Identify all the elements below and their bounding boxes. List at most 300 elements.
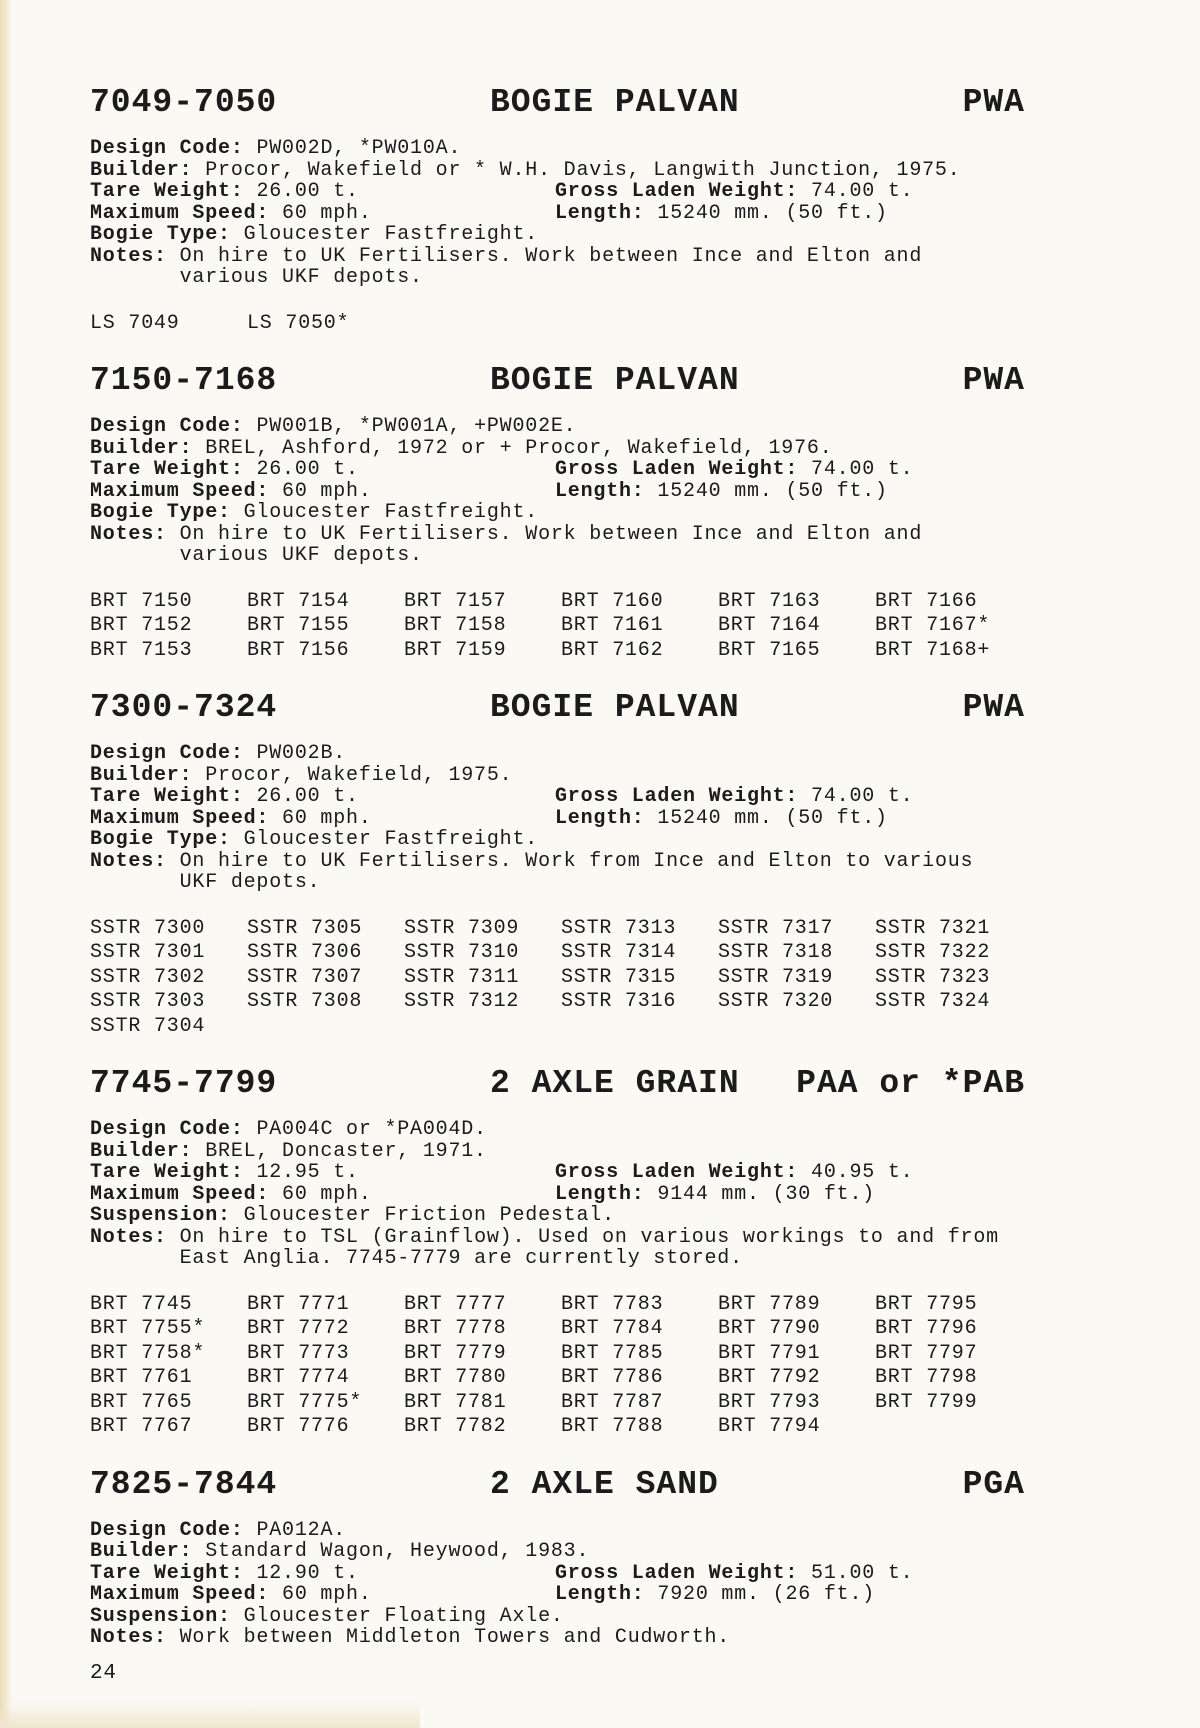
fleet-empty-cell [875,1015,1032,1040]
fleet-empty-cell [718,312,875,337]
tops-code: PWA [962,689,1025,726]
field-value [256,1162,358,1184]
field-pair [555,203,1025,225]
field-pair [90,1541,1025,1563]
field-value [282,1584,372,1606]
field-pair [90,1227,1025,1270]
detail-row [90,524,1025,567]
fleet-empty-cell [404,1015,561,1040]
fleet-number: BRT 7788 [561,1415,664,1438]
field-value-line: 15240 mm. (50 ft.) [657,201,888,225]
fleet-empty-cell [404,312,561,337]
page-number: 24 [90,1662,117,1685]
detail-row [90,416,1025,438]
field-pair [90,502,1025,524]
field-value [256,786,358,808]
field-value [657,203,887,225]
field-label: Design Code: [90,1518,257,1542]
field-value-line: On hire to UK Fertilisers. Work from Ince and Elton to various [179,849,974,873]
field-value [205,765,512,787]
detail-row [90,1606,1025,1628]
fleet-number: BRT 7772 [247,1317,350,1340]
field-value [205,438,832,460]
section-header [90,85,1025,121]
fleet-number: SSTR 7321 [875,916,991,940]
fleet-number-list [90,1293,1025,1440]
wagon-type-title: BOGIE PALVAN [490,84,740,121]
tops-code: PAA or *PAB [796,1065,1025,1102]
field-value-line: Procor, Wakefield, 1975. [205,763,513,787]
field-label: Builder: [90,1139,206,1163]
field-value [180,851,974,894]
field-pair [90,851,1025,894]
field-value-line: various UKF depots. [179,266,423,289]
field-label: Gross Laden Weight: [555,458,812,481]
field-value [180,524,923,567]
fleet-number: BRT 7153 [90,638,193,662]
field-pair [555,1584,1025,1606]
detail-row [90,502,1025,524]
field-value [811,181,913,203]
fleet-number: BRT 7796 [875,1317,978,1340]
field-value [256,459,358,481]
field-value-line: Gloucester Friction Pedestal. [243,1204,615,1227]
fleet-number: BRT 7782 [404,1415,507,1438]
fleet-number: BRT 7758* [90,1341,206,1365]
field-label: Tare Weight: [90,1561,257,1585]
detail-row [90,1205,1025,1227]
fleet-number: SSTR 7308 [247,990,363,1013]
fleet-empty-cell [718,1015,875,1040]
field-pair [90,181,555,203]
field-pair [90,1606,1025,1628]
fleet-number-list [90,917,1025,1040]
field-label: Builder: [90,436,206,460]
fleet-number: BRT 7792 [718,1366,821,1389]
field-value [205,160,960,182]
field-pair [90,786,555,808]
field-pair [555,1162,1025,1184]
field-label: Gross Laden Weight: [555,1561,812,1585]
field-value-line: 40.95 t. [811,1161,914,1184]
field-label: Bogie Type: [90,223,244,246]
field-value [256,416,576,438]
detail-row [90,181,1025,203]
field-pair [90,1627,1025,1649]
field-pair [90,246,1025,289]
fleet-number: SSTR 7305 [247,916,363,940]
section-header [90,690,1025,726]
field-label: Notes: [90,849,180,873]
field-pair [90,459,555,481]
field-value-line: 74.00 t. [811,458,914,481]
field-value [811,1162,913,1184]
fleet-number: BRT 7795 [875,1292,978,1316]
wagon-type-title: BOGIE PALVAN [490,362,740,399]
field-value [282,808,372,830]
fleet-number: SSTR 7323 [875,965,991,989]
fleet-number: BRT 7777 [404,1292,507,1316]
field-value [657,1184,875,1206]
field-value-line: 51.00 t. [811,1561,914,1585]
field-value-line: Gloucester Fastfreight. [243,501,539,524]
field-value [657,481,887,503]
fleet-number: BRT 7773 [247,1341,350,1365]
fleet-number: SSTR 7315 [561,965,677,989]
fleet-empty-cell [561,1015,718,1040]
field-label: Builder: [90,1540,206,1563]
fleet-number: SSTR 7319 [718,965,834,989]
field-label: Maximum Speed: [90,201,283,225]
fleet-number: BRT 7793 [718,1390,821,1414]
field-label: Tare Weight: [90,1161,257,1184]
field-value-line: 60 mph. [282,806,372,830]
fleet-number: BRT 7789 [718,1292,821,1316]
field-value [256,181,358,203]
field-label: Notes: [90,522,180,546]
detail-rows [90,138,1025,289]
field-value [657,1584,875,1606]
field-pair [555,1184,1025,1206]
detail-row [90,1227,1025,1270]
field-pair [90,524,1025,567]
field-value-line: 15240 mm. (50 ft.) [657,806,888,830]
field-value [811,1563,913,1585]
fleet-number: SSTR 7304 [90,1014,206,1038]
field-pair [90,1205,1025,1227]
detail-row [90,1162,1025,1184]
fleet-number: BRT 7791 [718,1341,821,1365]
field-value [244,1205,615,1227]
field-label: Suspension: [90,1604,244,1628]
field-pair [555,481,1025,503]
field-value [180,246,923,289]
detail-row [90,203,1025,225]
wagon-section [90,363,1025,663]
fleet-number: SSTR 7317 [718,916,834,940]
fleet-number: BRT 7167* [875,614,991,637]
fleet-number: BRT 7154 [247,589,350,613]
fleet-empty-cell [875,1415,1032,1440]
field-value-line: 26.00 t. [256,180,359,203]
field-label: Builder: [90,763,206,787]
fleet-number-list [90,590,1025,664]
wagon-section [90,1066,1025,1440]
field-value-line: PW002D, *PW010A. [256,137,462,160]
field-label: Maximum Speed: [90,1583,283,1606]
field-value [244,1606,564,1628]
field-label: Length: [555,201,658,225]
field-value-line: 26.00 t. [256,458,359,481]
fleet-number: BRT 7798 [875,1366,978,1389]
detail-row [90,743,1025,765]
fleet-number: LS 7050* [247,311,350,335]
field-pair [90,138,1025,160]
field-value-line: Gloucester Fastfreight. [243,828,539,851]
detail-row [90,246,1025,289]
section-header [90,1467,1025,1503]
fleet-number: BRT 7160 [561,589,664,613]
field-value [205,1541,589,1563]
field-label: Maximum Speed: [90,806,283,830]
field-pair [555,459,1025,481]
fleet-number: BRT 7163 [718,589,821,613]
field-label: Design Code: [90,415,257,438]
wagon-section [90,85,1025,336]
field-label: Bogie Type: [90,501,244,524]
fleet-number: SSTR 7302 [90,965,206,989]
field-value-line: Standard Wagon, Heywood, 1983. [205,1540,590,1563]
fleet-number: SSTR 7322 [875,941,991,964]
field-value-line: 60 mph. [282,479,372,503]
field-pair [90,160,1025,182]
detail-row [90,1584,1025,1606]
field-label: Tare Weight: [90,458,257,481]
field-pair [555,808,1025,830]
field-value-line: On hire to TSL (Grainflow). Used on various workings to and from [179,1225,999,1249]
field-value-line: 26.00 t. [256,785,359,808]
field-value [180,1227,999,1270]
field-value-line: PW002B. [256,742,347,765]
detail-row [90,1119,1025,1141]
fleet-number: BRT 7787 [561,1390,664,1414]
detail-row [90,808,1025,830]
detail-rows [90,416,1025,567]
fleet-number: BRT 7778 [404,1317,507,1340]
fleet-number: BRT 7781 [404,1390,507,1414]
fleet-number: BRT 7164 [718,614,821,637]
field-value [244,224,538,246]
field-pair [90,203,555,225]
field-value [180,1627,730,1649]
fleet-empty-cell [561,312,718,337]
field-value [811,786,913,808]
wagon-type-title: 2 AXLE SAND [490,1465,719,1503]
field-label: Design Code: [90,742,257,765]
fleet-number: BRT 7755* [90,1317,206,1340]
field-value-line: 60 mph. [282,201,372,225]
fleet-number: SSTR 7300 [90,916,206,940]
number-range: 7825-7844 [90,1465,278,1503]
fleet-number: SSTR 7320 [718,990,834,1013]
fleet-number: SSTR 7313 [561,916,677,940]
fleet-number: SSTR 7314 [561,941,677,964]
field-pair [90,743,1025,765]
fleet-number: SSTR 7309 [404,916,520,940]
fleet-number: BRT 7784 [561,1317,664,1340]
field-value-line: PW001B, *PW001A, +PW002E. [256,415,577,438]
field-pair [90,1119,1025,1141]
fleet-number: BRT 7794 [718,1415,821,1438]
field-value [657,808,887,830]
field-pair [90,808,555,830]
field-value-line: 60 mph. [282,1583,372,1606]
fleet-number: BRT 7150 [90,589,193,613]
field-value-line: various UKF depots. [179,544,423,567]
field-value-line: 9144 mm. (30 ft.) [657,1182,876,1206]
fleet-number: BRT 7786 [561,1366,664,1389]
field-label: Notes: [90,244,180,268]
fleet-number: BRT 7779 [404,1341,507,1365]
fleet-number: BRT 7775* [247,1390,363,1414]
field-pair [90,224,1025,246]
fleet-number: BRT 7783 [561,1292,664,1316]
field-pair [90,1520,1025,1542]
section-header [90,363,1025,399]
field-label: Design Code: [90,137,257,160]
field-pair [90,765,1025,787]
fleet-number: BRT 7797 [875,1341,978,1365]
detail-row [90,1520,1025,1542]
detail-row [90,160,1025,182]
field-label: Gross Laden Weight: [555,180,812,203]
field-label: Length: [555,479,658,503]
detail-row [90,1563,1025,1585]
detail-row [90,765,1025,787]
number-range: 7745-7799 [90,1065,278,1102]
field-pair [90,1162,555,1184]
field-value [282,481,372,503]
fleet-number: BRT 7785 [561,1341,664,1365]
field-pair [90,1584,555,1606]
fleet-number-list [90,312,1025,337]
field-value-line: BREL, Doncaster, 1971. [205,1139,487,1163]
field-label: Bogie Type: [90,828,244,851]
wagon-type-title: BOGIE PALVAN [490,689,740,726]
field-label: Suspension: [90,1204,244,1227]
detail-rows [90,1520,1025,1649]
detail-row [90,481,1025,503]
field-pair [90,1563,555,1585]
fleet-number: BRT 7168+ [875,638,991,662]
fleet-number: BRT 7774 [247,1366,350,1389]
fleet-number: BRT 7799 [875,1390,978,1414]
field-value [282,1184,372,1206]
detail-row [90,1541,1025,1563]
fleet-number: BRT 7790 [718,1317,821,1340]
field-value-line: UKF depots. [179,871,321,894]
detail-row [90,1141,1025,1163]
fleet-number: LS 7049 [90,311,180,335]
field-value-line: Gloucester Floating Axle. [243,1604,564,1628]
detail-row [90,224,1025,246]
section-header [90,1066,1025,1102]
tops-code: PGA [962,1465,1025,1503]
detail-row [90,829,1025,851]
detail-row [90,1627,1025,1649]
field-value-line: Gloucester Fastfreight. [243,223,539,246]
field-value [811,459,913,481]
field-label: Length: [555,1182,658,1206]
detail-row [90,1184,1025,1206]
field-pair [90,416,1025,438]
field-label: Tare Weight: [90,180,257,203]
fleet-number: BRT 7767 [90,1415,193,1438]
field-label: Notes: [90,1626,180,1649]
wagon-section [90,1467,1025,1649]
field-label: Length: [555,806,658,830]
number-range: 7150-7168 [90,362,278,399]
detail-row [90,138,1025,160]
fleet-number: BRT 7158 [404,614,507,637]
fleet-number: BRT 7157 [404,589,507,613]
field-value [256,1119,486,1141]
field-value-line: Work between Middleton Towers and Cudworth. [179,1626,731,1649]
field-pair [90,829,1025,851]
fleet-number: BRT 7761 [90,1366,193,1389]
fleet-number: BRT 7745 [90,1292,193,1316]
detail-rows [90,1119,1025,1270]
field-pair [90,1141,1025,1163]
field-value-line: 74.00 t. [811,180,914,203]
field-value [256,1563,358,1585]
field-label: Gross Laden Weight: [555,785,812,808]
fleet-number: BRT 7156 [247,638,350,662]
fleet-number: BRT 7161 [561,614,664,637]
field-value-line: PA004C or *PA004D. [256,1118,487,1141]
tops-code: PWA [962,362,1025,399]
field-value-line: 12.90 t. [256,1561,359,1585]
field-label: Builder: [90,158,206,182]
field-pair [90,1184,555,1206]
field-value-line: On hire to UK Fertilisers. Work between Ince and Elton and [179,244,923,268]
field-label: Maximum Speed: [90,479,283,503]
field-value [244,829,538,851]
field-value-line: 60 mph. [282,1182,372,1206]
fleet-number: SSTR 7307 [247,965,363,989]
number-range: 7049-7050 [90,84,278,121]
fleet-number: BRT 7776 [247,1415,350,1438]
wagon-type-title: 2 AXLE GRAIN [490,1065,740,1102]
field-value-line: East Anglia. 7745-7779 are currently stored. [179,1247,743,1270]
field-value [282,203,372,225]
field-value-line: Procor, Wakefield or * W.H. Davis, Langwith Junction, 1975. [205,158,961,182]
fleet-number: BRT 7765 [90,1390,193,1414]
fleet-empty-cell [875,312,1032,337]
detail-rows [90,743,1025,894]
field-value [244,502,538,524]
fleet-number: BRT 7771 [247,1292,350,1316]
field-pair [90,481,555,503]
fleet-number: SSTR 7324 [875,990,991,1013]
number-range: 7300-7324 [90,689,278,726]
field-value [205,1141,487,1163]
field-value-line: 74.00 t. [811,785,914,808]
field-pair [90,438,1025,460]
detail-row [90,851,1025,894]
fleet-number: SSTR 7310 [404,941,520,964]
fleet-number: BRT 7152 [90,614,193,637]
field-pair [555,1563,1025,1585]
fleet-number: SSTR 7316 [561,990,677,1013]
field-value-line: BREL, Ashford, 1972 or + Procor, Wakefield, 1976. [205,436,833,460]
fleet-number: BRT 7159 [404,638,507,662]
tops-code: PWA [962,84,1025,121]
fleet-number: SSTR 7303 [90,990,206,1013]
fleet-number: SSTR 7301 [90,941,206,964]
detail-row [90,459,1025,481]
field-value-line: 12.95 t. [256,1161,359,1184]
fleet-number: SSTR 7311 [404,965,520,989]
field-value-line: 7920 mm. (26 ft.) [657,1583,876,1606]
fleet-number: BRT 7166 [875,589,978,613]
fleet-number: SSTR 7306 [247,941,363,964]
field-value-line: On hire to UK Fertilisers. Work between Ince and Elton and [179,522,923,546]
field-label: Notes: [90,1225,180,1249]
field-value [256,743,346,765]
field-label: Design Code: [90,1118,257,1141]
field-value [256,138,461,160]
